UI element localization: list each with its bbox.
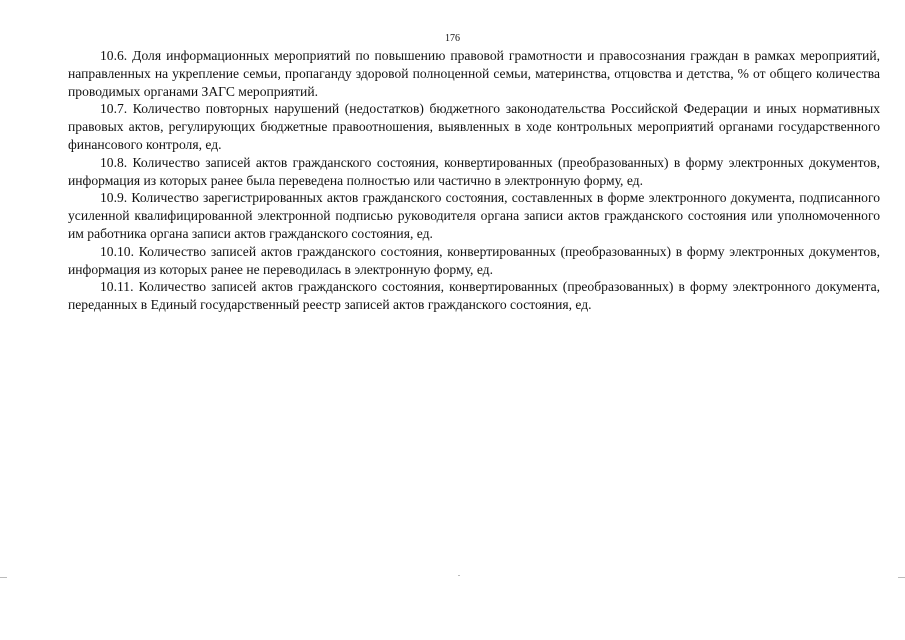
scan-dot-mark — [458, 575, 460, 576]
page-number: 176 — [445, 33, 460, 44]
paragraph-10-10: 10.10. Количество записей актов гражданского состояния, конвертированных (преобразованных) в форму электронных документов, информация из которых ранее не переводилась в электронную форму, ед. — [68, 243, 880, 277]
paragraph-10-6: 10.6. Доля информационных мероприятий по повышению правовой грамотности и правосознания граждан в рамках мероприятий, направленных на укрепление семьи, пропаганду здоровой полноценной семьи, материнства, отцовства и детства, % от общего количества проводимых органами ЗАГС мероприятий. — [68, 48, 880, 99]
scan-edge-mark-right — [898, 577, 905, 578]
document-body — [68, 47, 880, 314]
paragraph-10-8: 10.8. Количество записей актов гражданского состояния, конвертированных (преобразованных) в форму электронных документов, информация из которых ранее была переведена полностью или частично в электронную форму, ед. — [68, 154, 880, 188]
paragraph-10-9: 10.9. Количество зарегистрированных актов гражданского состояния, составленных в форме электронного документа, подписанного усиленной квалифицированной электронной подписью руководителя органа записи актов гражданского состояния или уполномоченного им работника органа записи актов гражданского состояния, ед. — [68, 190, 880, 241]
paragraph-10-7: 10.7. Количество повторных нарушений (недостатков) бюджетного законодательства Российской Федерации и иных нормативных правовых актов, регулирующих бюджетные правоотношения, выявленных в ходе контрольных мероприятий органами государственного финансового контроля, ед. — [68, 101, 880, 152]
paragraph-10-11: 10.11. Количество записей актов гражданского состояния, конвертированных (преобразованных) в форму электронного документа, переданных в Единый государственный реестр записей актов гражданского состояния, ед. — [68, 279, 880, 313]
scan-edge-mark-left — [0, 577, 7, 578]
